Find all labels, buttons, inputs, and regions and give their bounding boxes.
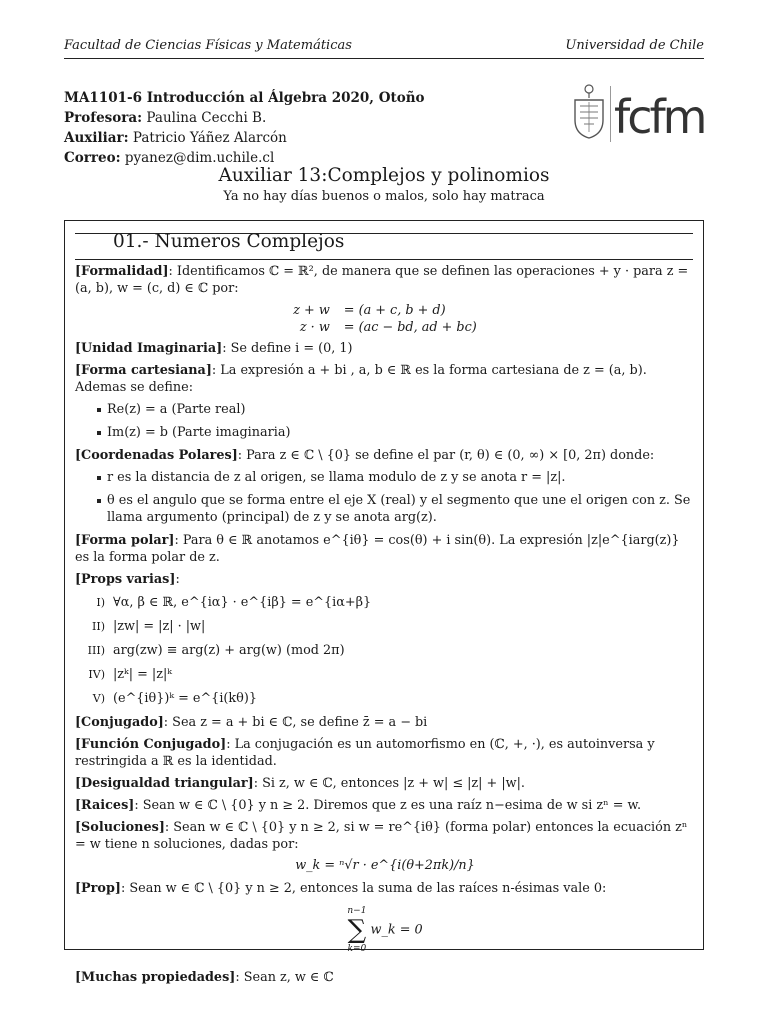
- prof-label: Profesora:: [64, 110, 143, 126]
- roots-formula: w_k = ⁿ√r · e^{i(θ+2πk)/n}: [295, 858, 475, 873]
- polar-list: [107, 469, 695, 526]
- cartesiana-para: [75, 362, 695, 379]
- prop-text: |zw| = |z| · |w|: [113, 619, 206, 634]
- props-label: [Props varias]: [75, 572, 176, 587]
- prop-text: ∀α, β ∈ ℝ, e^{iα} · e^{iβ} = e^{iα+β}: [113, 595, 372, 610]
- forma-polar-label: [Forma polar]: [75, 533, 175, 548]
- desigualdad-para: [75, 775, 695, 792]
- forma-polar-para: [75, 532, 695, 566]
- formalidad-text: : Identificamos ℂ = ℝ², de manera que se definen las operaciones + y · para z = (a, b), w = (c, d) ∈ ℂ por:: [75, 264, 689, 296]
- prop-text: : Sean w ∈ ℂ \ {0} y n ≥ 2, entonces la suma de las raíces n-ésimas vale 0:: [120, 881, 607, 896]
- list-item: r es la distancia de z al origen, se llama modulo de z y se anota r = |z|.: [107, 469, 695, 486]
- fconj-text: : La conjugación es un automorfismo en (ℂ, +, ·), es autoinversa y restringida a ℝ es la identidad.: [75, 737, 655, 769]
- header-university: Universidad de Chile: [565, 38, 704, 53]
- prop-para: [75, 880, 695, 897]
- prop-number: V): [92, 692, 105, 705]
- conj-label: [Conjugado]: [75, 715, 164, 730]
- muchas-para: [75, 969, 695, 986]
- sum-lower-limit: k=0: [347, 944, 367, 954]
- cart-label: [Forma cartesiana]: [75, 363, 212, 378]
- doc-title: Auxiliar 13:Complejos y polinomios: [218, 165, 550, 186]
- sol-label: [Soluciones]: [75, 820, 165, 835]
- unidad-label: [Unidad Imaginaria]: [75, 341, 223, 356]
- list-item: [75, 666, 695, 683]
- raices-text: : Sean w ∈ ℂ \ {0} y n ≥ 2. Diremos que z es una raíz n−esima de w si zⁿ = w.: [134, 798, 642, 813]
- unidad-para: [75, 340, 695, 357]
- polar-coord-para: [75, 447, 695, 464]
- desig-text: : Si z, w ∈ ℂ, entonces |z + w| ≤ |z| + |w|.: [253, 776, 525, 791]
- eq-sum-right: = (a + c, b + d): [343, 303, 446, 318]
- list-item: [75, 618, 695, 635]
- list-item: θ es el angulo que se forma entre el eje X (real) y el segmento que une el origen con z. Se llama argumento (principal) de z y se anota arg(z).: [107, 492, 695, 526]
- eq-sum-left: z + w: [293, 303, 330, 318]
- list-item: [75, 642, 695, 659]
- formalidad-label: [Formalidad]: [75, 264, 169, 279]
- ademas-text: Ademas se define:: [75, 380, 194, 395]
- prop-number: III): [87, 644, 105, 657]
- unidad-text: : Se define i = (0, 1): [222, 341, 353, 356]
- conj-text: : Sea z = a + bi ∈ ℂ, se define z̄ = a − bi: [163, 715, 428, 730]
- section-content: [75, 263, 695, 991]
- eq-prod-right: = (ac − bd, ad + bc): [343, 320, 477, 335]
- section-title: 01.- Numeros Complejos: [113, 231, 345, 252]
- props-heading: [75, 571, 695, 588]
- eq-prod-left: z · w: [299, 320, 330, 335]
- cart-text: : La expresión a + bi , a, b ∈ ℝ es la forma cartesiana de z = (a, b).: [211, 363, 647, 378]
- prop-text: |zᵏ| = |z|ᵏ: [113, 667, 172, 682]
- sum-upper-limit: n−1: [347, 906, 367, 916]
- section-box: [64, 220, 704, 985]
- aux-label: Auxiliar:: [64, 130, 129, 146]
- sum-operator: [347, 905, 366, 955]
- raices-para: [75, 797, 695, 814]
- props-list: [75, 594, 695, 707]
- prof-name: Paulina Cecchi B.: [146, 110, 267, 126]
- sol-text: : Sean w ∈ ℂ \ {0} y n ≥ 2, si w = re^{iθ} (forma polar) entonces la ecuación zⁿ = w tiene n soluciones, dadas por:: [75, 820, 688, 852]
- aux-name: Patricio Yáñez Alarcón: [132, 130, 287, 146]
- fcfm-logo: [572, 80, 706, 150]
- raices-label: [Raices]: [75, 798, 135, 813]
- soluciones-para: [75, 819, 695, 853]
- polar-coord-label: [Coordenadas Polares]: [75, 448, 238, 463]
- muchas-text: : Sean z, w ∈ ℂ: [235, 970, 334, 985]
- sigma-icon: ∑: [347, 915, 367, 945]
- fconj-para: [75, 736, 695, 770]
- props-colon: :: [175, 572, 180, 587]
- prop-label: [Prop]: [75, 881, 121, 896]
- list-item: Re(z) = a (Parte real): [107, 401, 695, 418]
- polar-coord-text: : Para z ∈ ℂ \ {0} se define el par (r, θ) ∈ (0, ∞) × [0, 2π) donde:: [237, 448, 655, 463]
- logo-divider: [610, 86, 611, 142]
- conjugado-para: [75, 714, 695, 731]
- prop-number: II): [92, 620, 105, 633]
- mail-address: pyanez@dim.uchile.cl: [124, 150, 275, 166]
- course-title: MA1101-6 Introducción al Álgebra 2020, Otoño: [64, 90, 425, 106]
- sum-body: w_k = 0: [370, 922, 423, 938]
- sum-formula: [75, 905, 695, 955]
- university-crest-icon: [572, 82, 606, 140]
- doc-subtitle: Ya no hay días buenos o malos, solo hay matraca: [223, 189, 545, 204]
- header-divider: [64, 58, 704, 59]
- formalidad-para: [75, 263, 695, 297]
- fcfm-wordmark: fcfm: [614, 90, 705, 144]
- prop-text: (e^{iθ})ᵏ = e^{i(kθ)}: [113, 691, 258, 706]
- forma-polar-text: : Para θ ∈ ℝ anotamos e^{iθ} = cos(θ) + i sin(θ). La expresión |z|e^{iarg(z)} es la forma polar de z.: [75, 533, 680, 565]
- prop-number: I): [96, 596, 105, 609]
- fconj-label: [Función Conjugado]: [75, 737, 227, 752]
- list-item: Im(z) = b (Parte imaginaria): [107, 424, 695, 441]
- operations-equations: [75, 302, 695, 336]
- list-item: [75, 594, 695, 611]
- list-item: [75, 690, 695, 707]
- desig-label: [Desigualdad triangular]: [75, 776, 254, 791]
- section-bottom-rule: [75, 259, 693, 260]
- mail-label: Correo:: [64, 150, 121, 166]
- header-faculty: Facultad de Ciencias Físicas y Matemáticas: [64, 38, 352, 53]
- prop-text: arg(zw) ≡ arg(z) + arg(w) (mod 2π): [113, 643, 345, 658]
- course-info: [64, 88, 425, 168]
- parts-list: [107, 401, 695, 441]
- prop-number: IV): [88, 668, 105, 681]
- muchas-label: [Muchas propiedades]: [75, 970, 236, 985]
